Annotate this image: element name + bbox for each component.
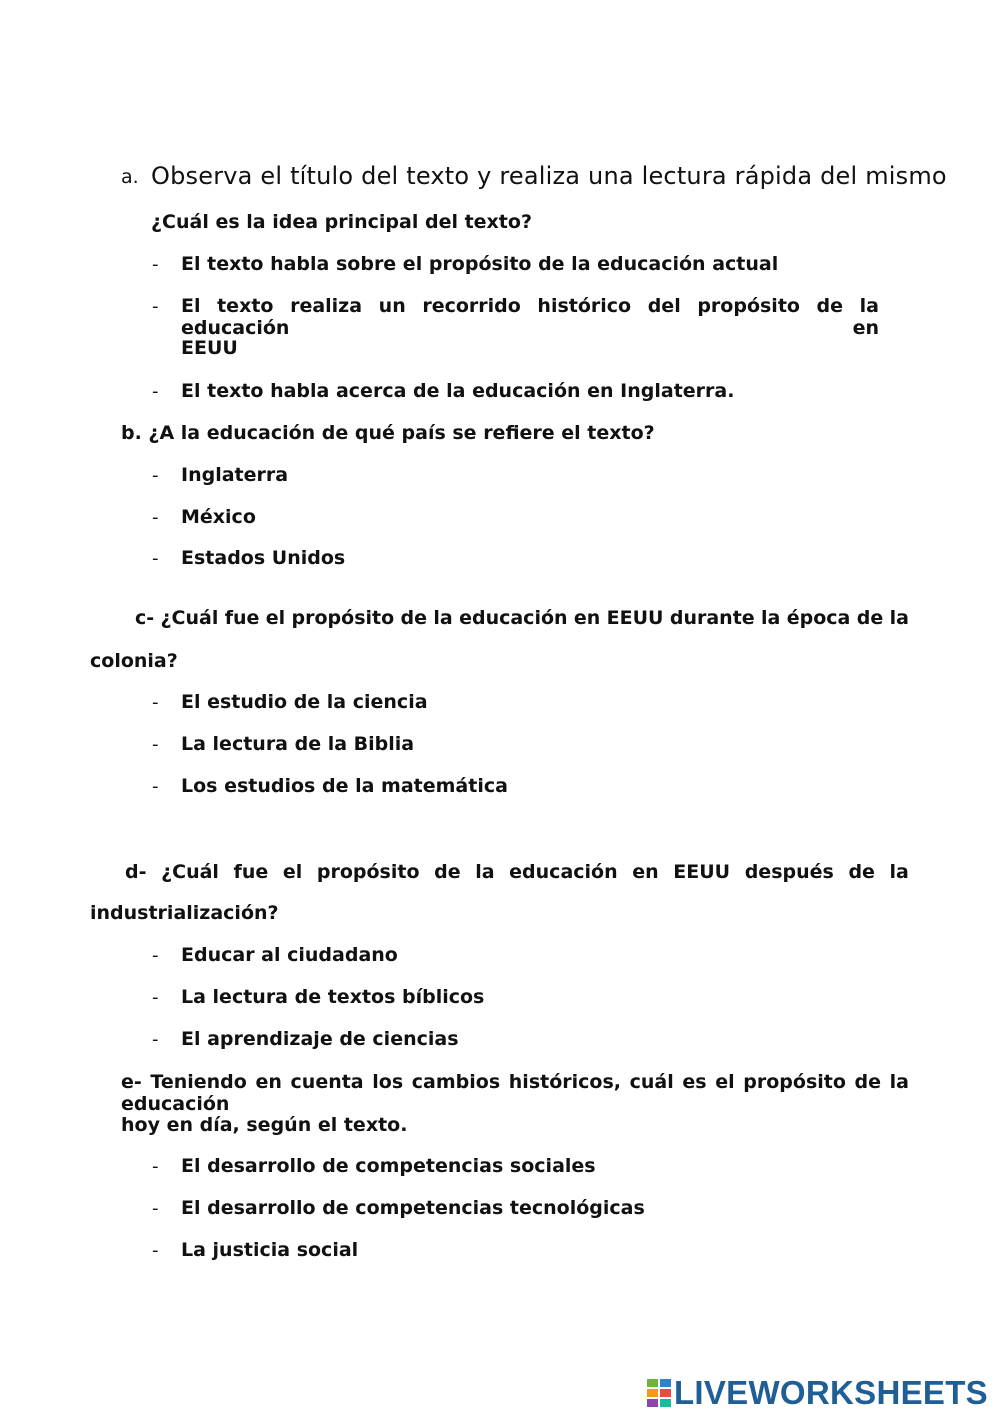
question-c-line-2: colonia?	[90, 650, 178, 672]
question-b-option-2[interactable]: México	[181, 506, 256, 528]
question-c-option-3[interactable]: Los estudios de la matemática	[181, 775, 508, 797]
question-e-option-2[interactable]: El desarrollo de competencias tecnológicas	[181, 1197, 645, 1219]
dash: -	[152, 987, 159, 1008]
question-d-word: el	[282, 861, 303, 883]
dash: -	[152, 1156, 159, 1177]
question-d-word: propósito	[316, 861, 420, 883]
dash: -	[152, 548, 159, 569]
question-e-option-1[interactable]: El desarrollo de competencias sociales	[181, 1155, 596, 1177]
question-a-prompt: ¿Cuál es la idea principal del texto?	[151, 211, 532, 233]
question-d-word: la	[889, 861, 909, 883]
question-c-word: c-	[135, 607, 155, 629]
question-b-option-1[interactable]: Inglaterra	[181, 464, 289, 486]
question-c-word: fue	[224, 607, 260, 629]
dash: -	[152, 254, 159, 275]
dash: -	[152, 692, 159, 713]
question-c-word: el	[265, 607, 286, 629]
question-c-word: en	[573, 607, 601, 629]
question-c-word: educación	[459, 607, 568, 629]
question-d-line-2: industrialización?	[90, 902, 279, 924]
question-a-option-3[interactable]: El texto habla acerca de la educación en Inglaterra.	[181, 380, 735, 402]
question-d-word: de	[848, 861, 875, 883]
question-d-word: d-	[125, 861, 147, 883]
question-c-word: de	[856, 607, 884, 629]
question-b-text: b. ¿A la educación de qué país se refiere el texto?	[121, 422, 655, 444]
question-c-word: la	[761, 607, 781, 629]
question-d-word: en	[632, 861, 659, 883]
question-c-word: ¿Cuál	[160, 607, 219, 629]
question-d-line-1	[125, 861, 909, 883]
question-d-word: la	[475, 861, 495, 883]
liveworksheets-logo-icon	[647, 1379, 671, 1407]
liveworksheets-brand	[647, 1374, 988, 1412]
question-c-option-2[interactable]: La lectura de la Biblia	[181, 733, 415, 755]
dash: -	[152, 381, 159, 402]
question-e-line-1: e- Teniendo en cuenta los cambios históricos, cuál es el propósito de la educación	[121, 1071, 909, 1115]
question-b-option-3[interactable]: Estados Unidos	[181, 547, 346, 569]
question-d-word: educación	[509, 861, 618, 883]
dash: -	[152, 734, 159, 755]
question-e-line-2: hoy en día, según el texto.	[121, 1114, 408, 1136]
question-a-option-2[interactable]: El texto realiza un recorrido histórico del propósito de la educación en	[181, 295, 879, 339]
dash: -	[152, 1240, 159, 1261]
question-d-option-1[interactable]: Educar al ciudadano	[181, 944, 398, 966]
question-c-word: la	[433, 607, 453, 629]
dash: -	[152, 465, 159, 486]
question-c-word: la	[889, 607, 909, 629]
question-d-word: fue	[233, 861, 269, 883]
dash: -	[152, 507, 159, 528]
question-d-option-2[interactable]: La lectura de textos bíblicos	[181, 986, 485, 1008]
dash: -	[152, 1198, 159, 1219]
question-d-word: EEUU	[673, 861, 731, 883]
question-d-word: de	[434, 861, 461, 883]
question-a-option-2-cont: EEUU	[181, 337, 238, 359]
question-c-word: durante	[669, 607, 755, 629]
dash: -	[152, 1029, 159, 1050]
liveworksheets-wordmark: LIVEWORKSHEETS	[673, 1374, 988, 1411]
question-d-word: después	[744, 861, 834, 883]
question-d-option-3[interactable]: El aprendizaje de ciencias	[181, 1028, 459, 1050]
dash: -	[152, 945, 159, 966]
question-a-letter: a.	[121, 166, 139, 188]
question-c-word: EEUU	[606, 607, 664, 629]
dash: -	[152, 296, 159, 317]
question-a-title: Observa el título del texto y realiza una lectura rápida del mismo	[151, 162, 947, 190]
dash: -	[152, 776, 159, 797]
question-a-option-1[interactable]: El texto habla sobre el propósito de la educación actual	[181, 253, 779, 275]
question-d-word: ¿Cuál	[161, 861, 219, 883]
question-c-word: época	[786, 607, 851, 629]
question-c-line-1	[135, 607, 909, 629]
question-e-option-3[interactable]: La justicia social	[181, 1239, 359, 1261]
question-c-word: de	[400, 607, 428, 629]
question-c-option-1[interactable]: El estudio de la ciencia	[181, 691, 428, 713]
question-c-word: propósito	[291, 607, 395, 629]
